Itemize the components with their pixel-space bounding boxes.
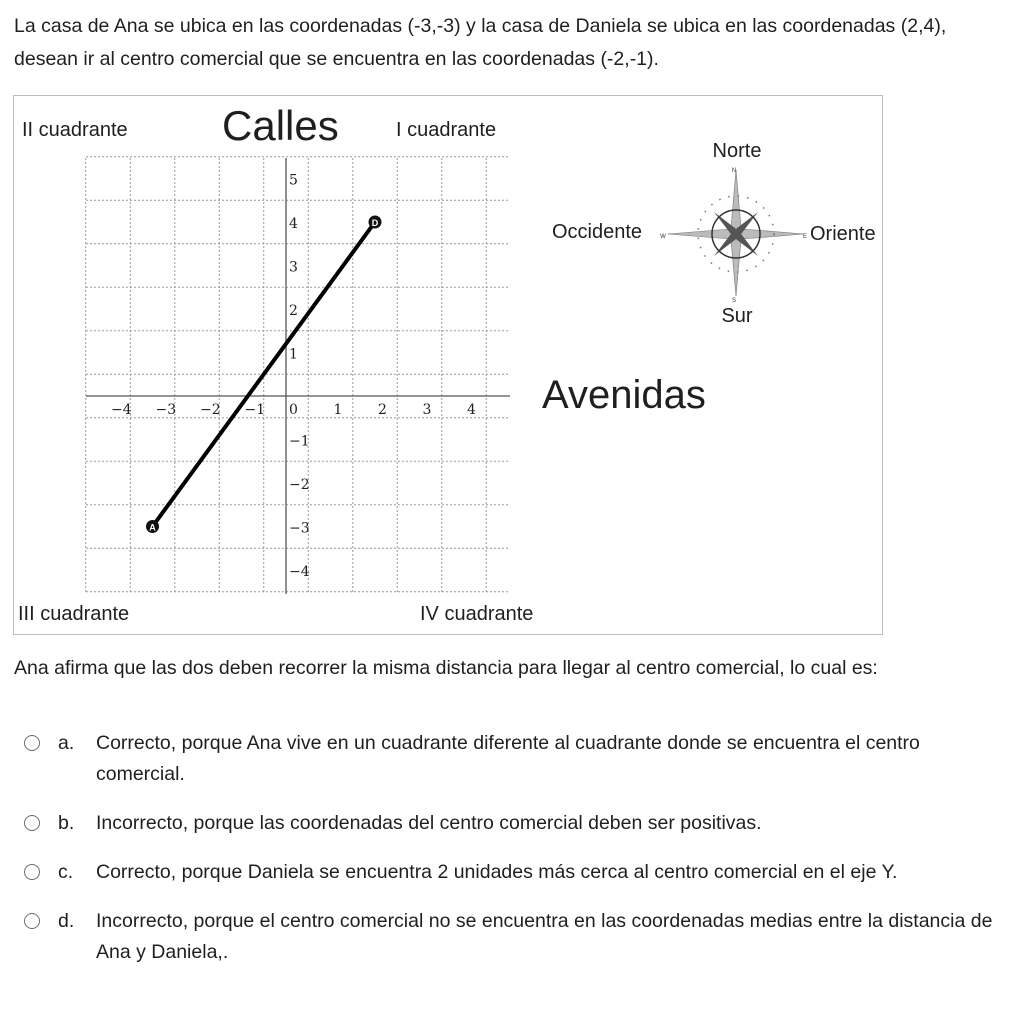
y-tick-label: 4 [289, 216, 298, 232]
y-tick-label: 1 [289, 346, 298, 363]
compass-star-icon [668, 170, 804, 296]
compass-n-letter: N [731, 168, 737, 174]
coordinate-figure [13, 95, 883, 635]
option-c-text[interactable]: Correcto, porque Daniela se encuentra 2 unidades más cerca al centro comercial en el eje Y. [96, 861, 898, 883]
point-a-marker [146, 520, 159, 533]
question-text: La casa de Ana se ubica en las coordenadas (-3,-3) y la casa de Daniela se ubica en las coordenadas (2,4), desean ir al centro comercial que se encuentra en las coordenadas (-2,-1). [14, 15, 947, 70]
compass-south-label: Sur [721, 305, 753, 327]
y-tick-label: −3 [289, 520, 310, 537]
figure-canvas [14, 96, 884, 636]
figure-title: Calles [222, 102, 339, 149]
compass-s-letter: S [731, 298, 737, 304]
option-c[interactable] [24, 857, 1004, 888]
x-tick-label: 4 [467, 402, 476, 418]
option-d[interactable] [24, 906, 1004, 968]
compass-w-letter: W [660, 234, 666, 240]
x-tick-label: −3 [155, 402, 177, 418]
option-a[interactable] [24, 728, 1004, 790]
point-d-label: D [371, 218, 379, 228]
x-tick-label: 0 [289, 402, 298, 418]
y-tick-label: −4 [289, 564, 310, 580]
x-tick-label: −1 [244, 402, 266, 418]
x-tick-label: 3 [422, 402, 432, 418]
radio-option-d[interactable] [24, 913, 40, 929]
x-tick-label: −4 [111, 402, 132, 418]
y-tick-label: 3 [289, 259, 298, 276]
radio-option-c[interactable] [24, 864, 40, 880]
option-c-letter: c. [58, 861, 74, 883]
statement-text: Ana afirma que las dos deben recorrer la misma distancia para llegar al centro comercial, lo cual es: [14, 657, 878, 679]
x-tick-labels [111, 402, 476, 418]
point-a-label: A [149, 522, 156, 533]
answer-options [24, 728, 1004, 986]
y-tick-label: −2 [289, 477, 310, 493]
x-tick-label: 1 [333, 402, 343, 418]
option-b-text[interactable]: Incorrecto, porque las coordenadas del centro comercial deben ser positivas. [96, 812, 762, 834]
avenidas-label: Avenidas [542, 373, 706, 417]
quadrant-i-label: I cuadrante [396, 119, 497, 141]
y-tick-label: 2 [289, 303, 298, 319]
option-b-letter: b. [58, 812, 75, 834]
x-tick-label: 2 [378, 402, 387, 418]
option-a-letter: a. [58, 732, 75, 754]
compass-north-label: Norte [712, 140, 762, 162]
y-tick-label: −1 [289, 433, 310, 450]
quadrant-iii-label: III cuadrante [18, 603, 130, 625]
option-d-letter: d. [58, 910, 75, 932]
radio-option-b[interactable] [24, 815, 40, 831]
y-tick-label: 5 [289, 172, 298, 189]
quadrant-ii-label: II cuadrante [22, 119, 128, 141]
point-d-marker [369, 216, 382, 229]
x-tick-label: −2 [200, 402, 221, 418]
option-a-text[interactable]: Correcto, porque Ana vive en un cuadrante diferente al cuadrante donde se encuentra el centro comercial. [96, 732, 920, 785]
option-b[interactable] [24, 808, 1004, 839]
compass-east-label: Oriente [810, 223, 876, 245]
y-tick-labels [289, 173, 310, 581]
radio-option-a[interactable] [24, 735, 40, 751]
compass-e-letter: E [802, 234, 808, 240]
compass-west-label: Occidente [552, 221, 643, 243]
option-d-text[interactable]: Incorrecto, porque el centro comercial no se encuentra en las coordenadas medias entre la distancia de Ana y Daniela,. [96, 910, 993, 963]
quadrant-iv-label: IV cuadrante [420, 603, 534, 625]
compass-rose [552, 140, 876, 327]
